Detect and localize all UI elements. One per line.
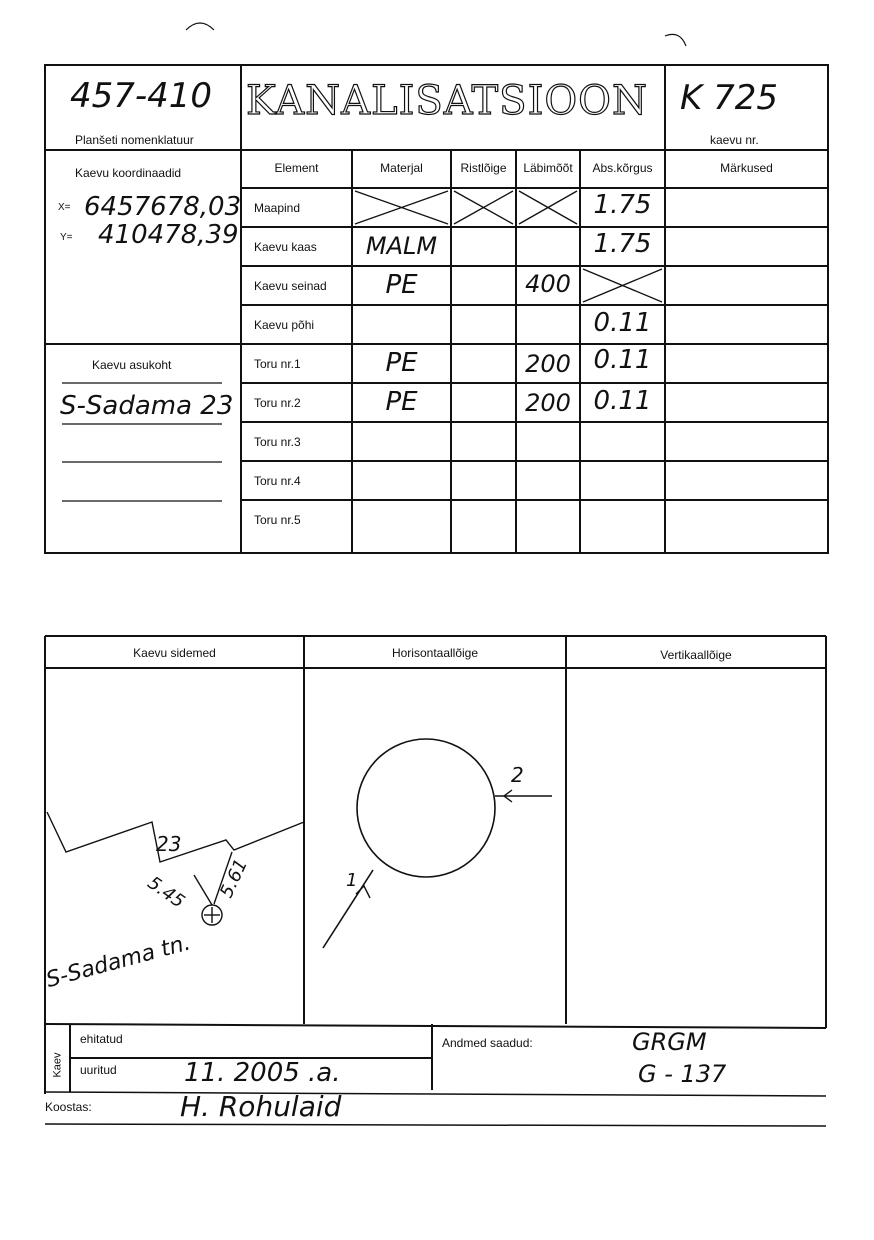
pipe-2-label: 2: [511, 763, 524, 787]
row-diameter: 200: [525, 350, 571, 378]
nomenclature-value: 457-410: [70, 76, 213, 116]
data-source-value-1: GRGM: [632, 1028, 707, 1056]
col-header-cross-section: Ristlõige: [460, 161, 507, 175]
built-label: ehitatud: [80, 1032, 123, 1046]
compiled-by-label: Koostas:: [45, 1100, 92, 1114]
col-header-abs-height: Abs.kõrgus: [592, 161, 653, 175]
col-header-element: Element: [274, 161, 319, 175]
location-label: Kaevu asukoht: [92, 358, 172, 372]
pipe-1-label: 1: [346, 870, 358, 891]
row-abs-height: 1.75: [593, 229, 652, 259]
col-header-material: Materjal: [380, 161, 423, 175]
data-source-label: Andmed saadud:: [442, 1036, 533, 1050]
building-number: 23: [156, 832, 182, 856]
coordinates-label: Kaevu koordinaadid: [75, 166, 182, 180]
data-source-value-2: G - 137: [638, 1060, 727, 1088]
row-element: Toru nr.5: [254, 513, 301, 527]
nomenclature-label: Planšeti nomenklatuur: [75, 133, 194, 147]
surveyed-label: uuritud: [80, 1063, 117, 1077]
col-header-remarks: Märkused: [720, 161, 773, 175]
row-element: Toru nr.2: [254, 396, 301, 410]
location-value: S-Sadama 23: [60, 391, 234, 421]
x-coordinate-label: X=: [58, 202, 71, 213]
sketch-col-links: Kaevu sidemed: [133, 646, 216, 660]
row-element: Toru nr.1: [254, 357, 301, 371]
well-number-label: kaevu nr.: [710, 133, 759, 147]
row-diameter: 200: [525, 389, 571, 417]
distance-left: 5.45: [143, 872, 189, 913]
row-abs-height: 1.75: [593, 190, 652, 220]
distance-right: 5.61: [216, 855, 253, 902]
y-coordinate-value: 410478,39: [98, 220, 239, 250]
row-element: Maapind: [254, 201, 301, 215]
row-element: Toru nr.3: [254, 435, 301, 449]
row-material: PE: [385, 270, 418, 300]
page-title: KANALISATSIOON: [246, 78, 648, 124]
surveyed-value: 11. 2005 .a.: [184, 1058, 341, 1088]
compiled-by-value: H. Rohulaid: [180, 1090, 342, 1123]
x-coordinate-value: 6457678,03: [84, 192, 242, 222]
sketch-col-horizontal: Horisontaallõige: [391, 646, 479, 660]
row-material: PE: [385, 348, 418, 378]
y-coordinate-label: Y=: [60, 232, 73, 243]
row-diameter: 400: [525, 270, 571, 298]
row-abs-height: 0.11: [593, 345, 652, 375]
row-material: MALM: [365, 232, 438, 260]
row-abs-height: 0.11: [593, 386, 652, 416]
row-element: Kaevu seinad: [254, 279, 327, 293]
row-abs-height: 0.11: [593, 308, 652, 338]
sketch-col-vertical: Vertikaallõige: [660, 648, 732, 662]
col-header-diameter: Läbimõõt: [523, 161, 573, 175]
well-side-label-cell: [45, 1040, 70, 1090]
well-side-label: Kaev: [51, 1052, 64, 1078]
street-name: S-Sadama tn.: [43, 930, 194, 993]
row-material: PE: [385, 387, 418, 417]
row-element: Toru nr.4: [254, 474, 301, 488]
well-number-value: K 725: [680, 78, 778, 118]
row-element: Kaevu põhi: [254, 318, 315, 332]
row-element: Kaevu kaas: [254, 240, 317, 254]
